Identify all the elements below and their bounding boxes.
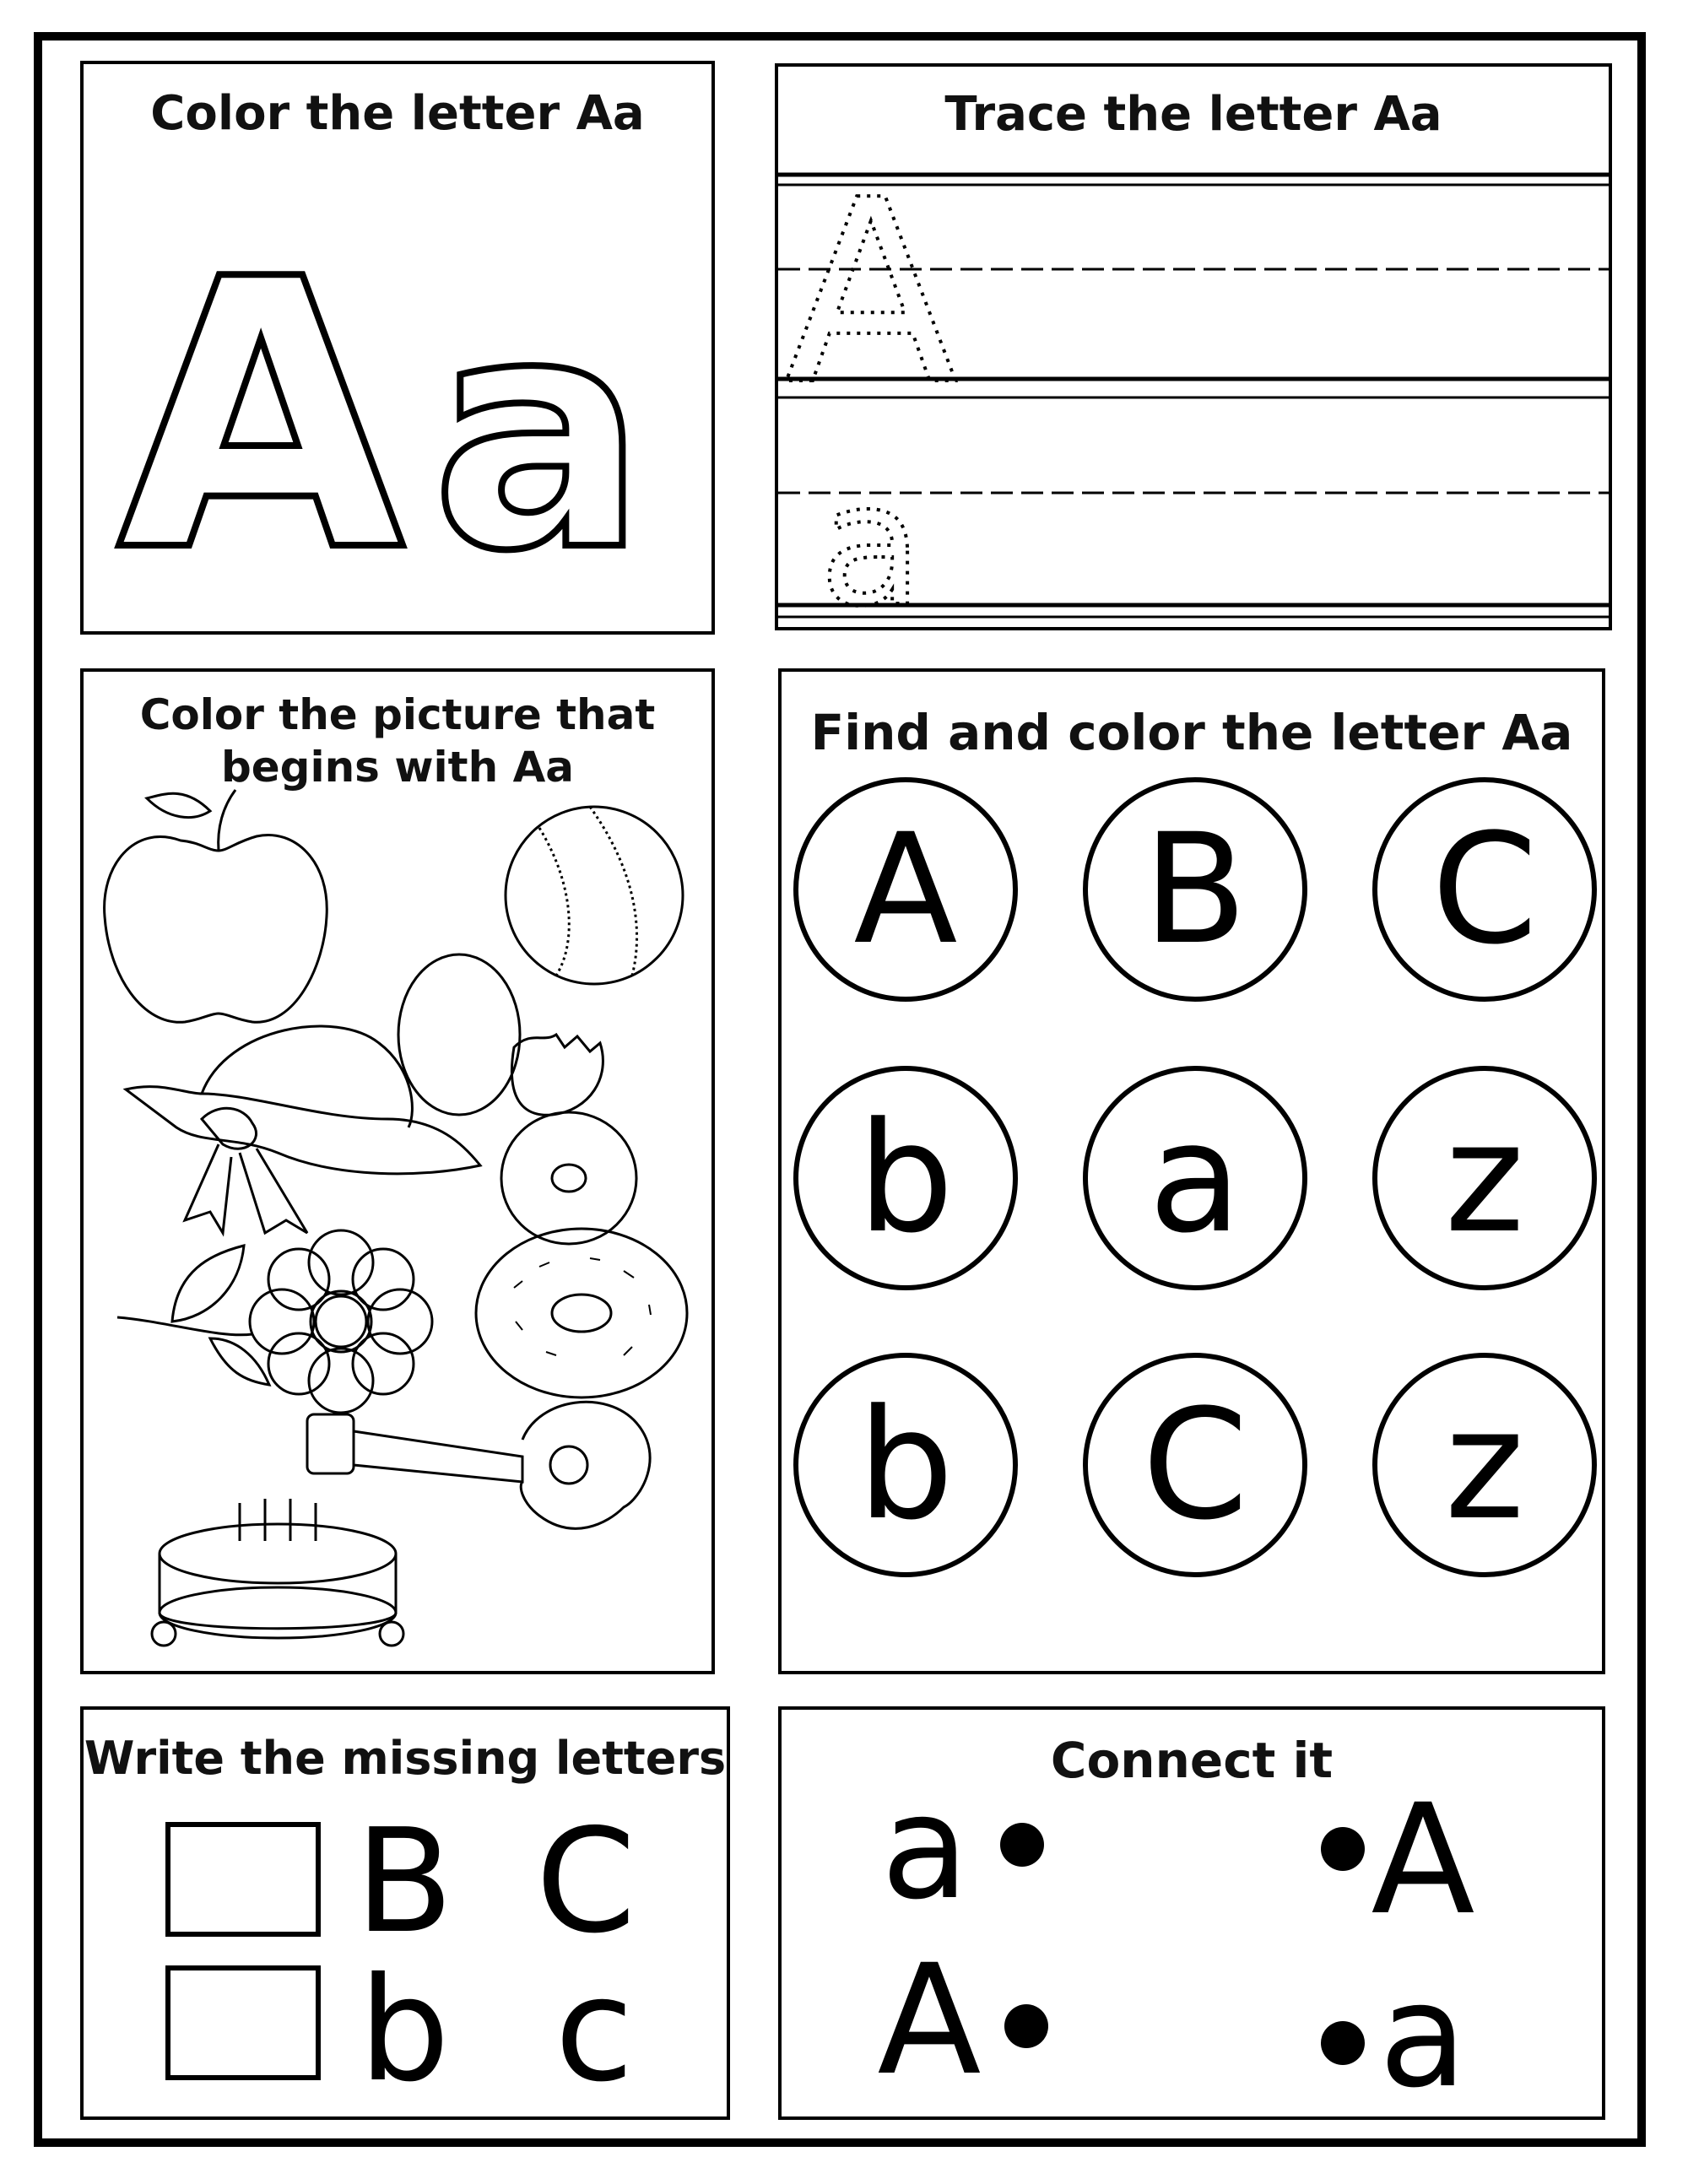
donut-icon[interactable] [476, 1112, 687, 1397]
letter-circle-grid [782, 672, 1602, 1671]
connect-left-letter-1: a [880, 1765, 970, 1932]
letter-circle-label: C [1431, 802, 1538, 978]
hat-icon[interactable] [126, 1026, 480, 1233]
connect-left-letter-2: A [877, 1933, 982, 2109]
connect-right-letter-2: a [1378, 1953, 1468, 2116]
trace-letter-panel [775, 63, 1612, 630]
letter-circle[interactable] [796, 1068, 1015, 1288]
missing-letters-title: Write the missing letters [84, 1732, 727, 1785]
big-lower-letter[interactable]: a [430, 247, 648, 621]
connect-panel [778, 1706, 1605, 2120]
missing-upper-letter-2: C [535, 1798, 636, 1965]
letter-circle[interactable] [796, 1355, 1015, 1575]
letter-circle-label: a [1148, 1090, 1242, 1267]
letter-circle[interactable] [1085, 1068, 1305, 1288]
letter-circle-label: b [857, 1377, 955, 1554]
connect-left-dot-1[interactable] [1000, 1823, 1044, 1867]
connect-title: Connect it [1050, 1732, 1334, 1789]
connect-right-dot-1[interactable] [1321, 1827, 1365, 1871]
ball-icon[interactable] [506, 807, 683, 984]
trace-letter-title: Trace the letter Aa [944, 87, 1442, 142]
find-letter-title: Find and color the letter Aa [810, 704, 1573, 761]
trace-lines [778, 67, 1609, 627]
outline-letters [84, 64, 711, 631]
letter-circle-label: A [853, 802, 958, 978]
letter-circle-label: B [1143, 802, 1247, 978]
cake-icon[interactable] [152, 1499, 403, 1646]
connect-right-letter-1: A [1371, 1772, 1475, 1949]
missing-upper-letter-1: B [354, 1798, 454, 1965]
missing-letters-panel [80, 1706, 730, 2120]
answer-box-upper[interactable] [168, 1825, 318, 1934]
big-upper-letter[interactable]: A [116, 201, 405, 631]
missing-lower-letter-2: c [555, 1947, 634, 2114]
color-picture-panel [80, 668, 715, 1674]
color-letter-title: Color the letter Aa [150, 86, 645, 141]
color-picture-title-line1: Color the picture that [139, 690, 656, 739]
guitar-icon[interactable] [307, 1402, 650, 1528]
color-letter-panel [80, 61, 715, 635]
flower-icon[interactable] [117, 1230, 432, 1413]
missing-lower-letter-1: b [359, 1947, 450, 2114]
color-picture-title-line2: begins with Aa [220, 743, 575, 792]
connect-right-dot-2[interactable] [1321, 2021, 1365, 2065]
connect-area [782, 1710, 1602, 2116]
trace-lower-letter[interactable]: a [819, 447, 923, 627]
egg-icon[interactable] [398, 954, 603, 1115]
letter-circle-label: z [1444, 1090, 1525, 1267]
letter-circle[interactable] [1375, 1068, 1594, 1288]
letter-circle[interactable] [1085, 780, 1305, 999]
find-letter-panel [778, 668, 1605, 1674]
letter-circle-label: b [857, 1090, 955, 1267]
letter-circle-label: C [1142, 1377, 1248, 1554]
letter-circle[interactable] [1375, 780, 1594, 999]
answer-box-lower[interactable] [168, 1968, 318, 2078]
letter-circle-label: z [1444, 1377, 1525, 1554]
trace-upper-letter[interactable]: A [784, 146, 958, 441]
missing-letters-area [84, 1710, 727, 2116]
pictures-area [84, 672, 711, 1671]
apple-icon[interactable] [105, 790, 327, 1022]
letter-circle[interactable] [796, 780, 1015, 999]
letter-circle[interactable] [1085, 1355, 1305, 1575]
connect-left-dot-2[interactable] [1004, 2004, 1048, 2048]
letter-circle[interactable] [1375, 1355, 1594, 1575]
